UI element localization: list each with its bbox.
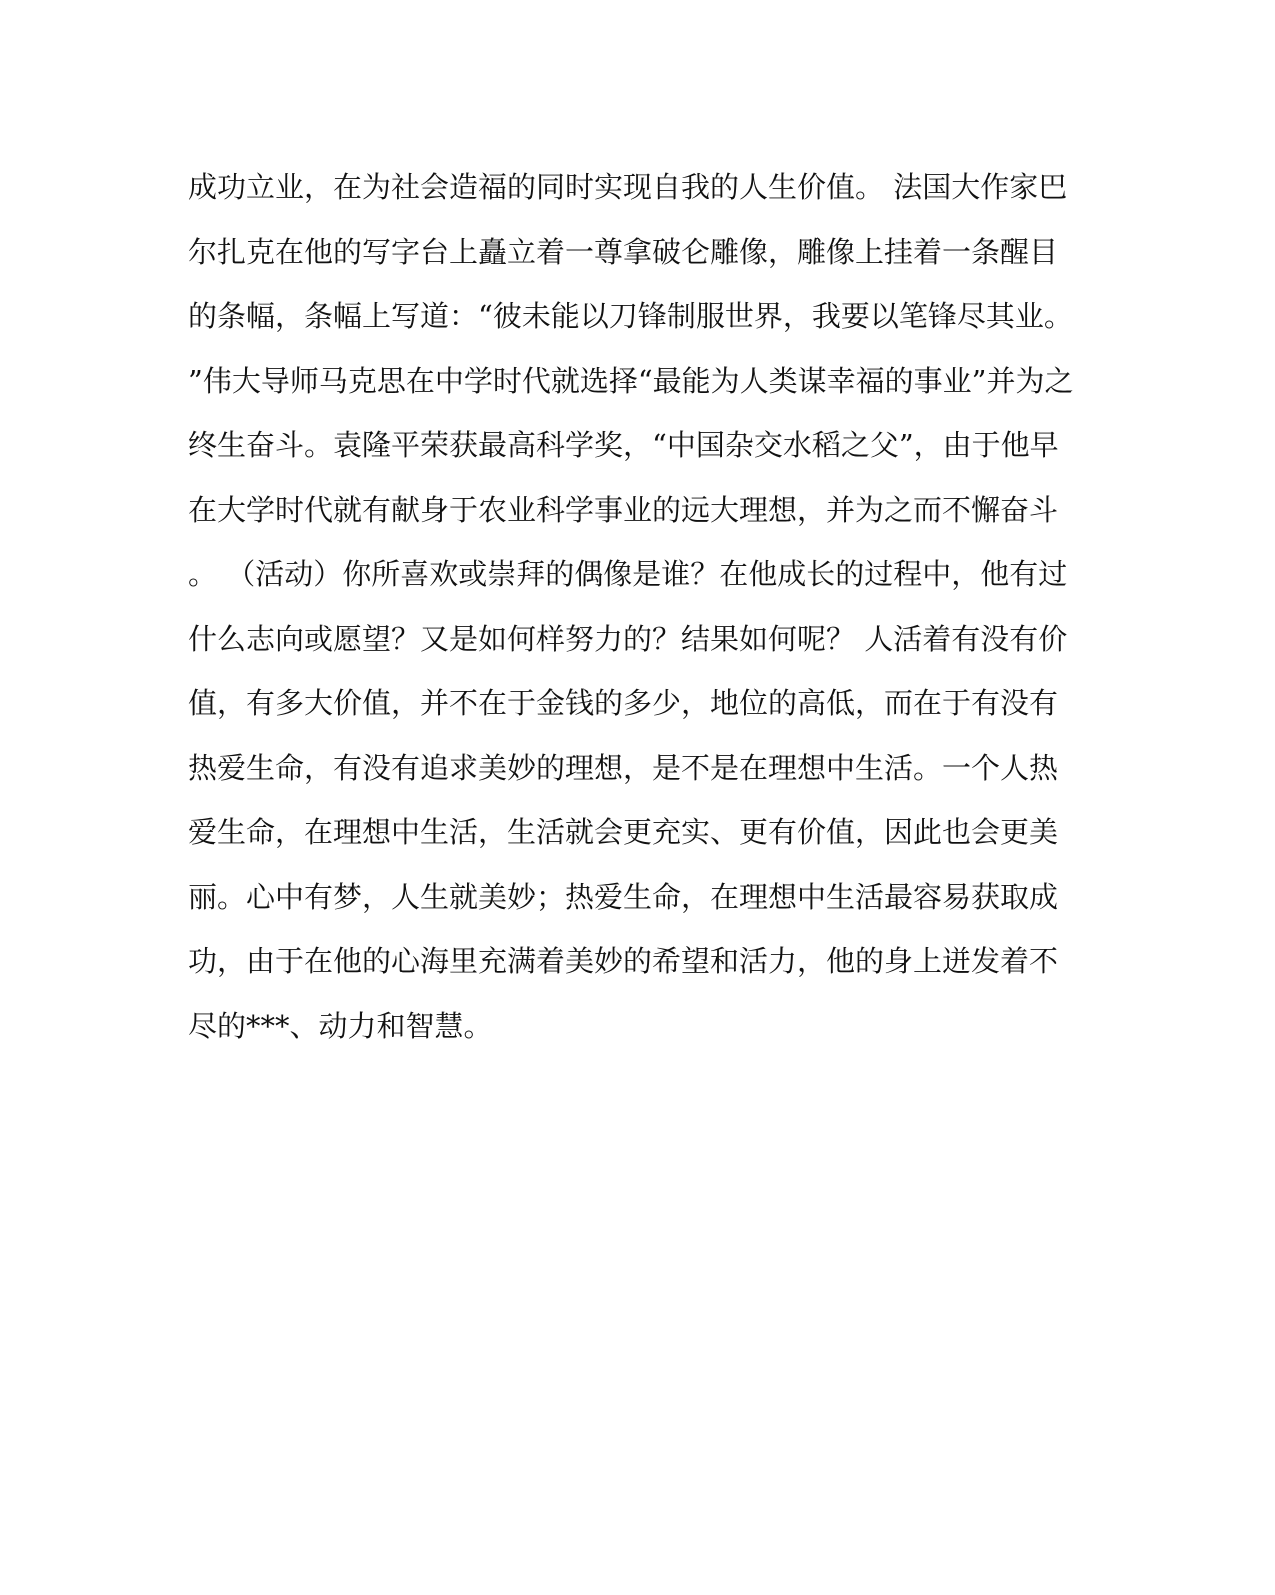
text-line-1: 成功立业，在为社会造福的同时实现自我的人生价值。 法国大作家巴 <box>188 170 1068 204</box>
text-line-11: 爱生命，在理想中生活，生活就会更充实、更有价值，因此也会更美 <box>188 815 1059 849</box>
text-line-4: ”伟大导师马克思在中学时代就选择“最能为人类谋幸福的事业”并为之 <box>188 363 1074 398</box>
text-line-6: 在大学时代就有献身于农业科学事业的远大理想，并为之而不懈奋斗 <box>188 492 1059 527</box>
text-line-2: 尔扎克在他的写字台上矗立着一尊拿破仑雕像，雕像上挂着一条醒目 <box>188 234 1059 269</box>
text-line-14: 尽的***、动力和智慧。 <box>188 1008 493 1043</box>
text-line-5: 终生奋斗。袁隆平荣获最高科学奖，“中国杂交水稻之父”，由于他早 <box>188 428 1059 462</box>
text-line-12: 丽。心中有梦，人生就美妙；热爱生命，在理想中生活最容易获取成 <box>188 879 1059 914</box>
text-line-10: 热爱生命，有没有追求美妙的理想，是不是在理想中生活。一个人热 <box>188 750 1059 785</box>
body-paragraph <box>188 158 1088 1061</box>
text-line-3: 的条幅，条幅上写道：“彼未能以刀锋制服世界，我要以笔锋尽其业。 <box>188 299 1073 333</box>
text-line-9: 值，有多大价值，并不在于金钱的多少，地位的高低，而在于有没有 <box>188 686 1059 720</box>
text-line-8: 什么志向或愿望？又是如何样努力的？结果如何呢？ 人活着有没有价 <box>188 621 1068 656</box>
text-line-7: 。 （活动）你所喜欢或崇拜的偶像是谁？在他成长的过程中，他有过 <box>188 557 1068 591</box>
text-line-13: 功，由于在他的心海里充满着美妙的希望和活力，他的身上迸发着不 <box>188 944 1059 978</box>
